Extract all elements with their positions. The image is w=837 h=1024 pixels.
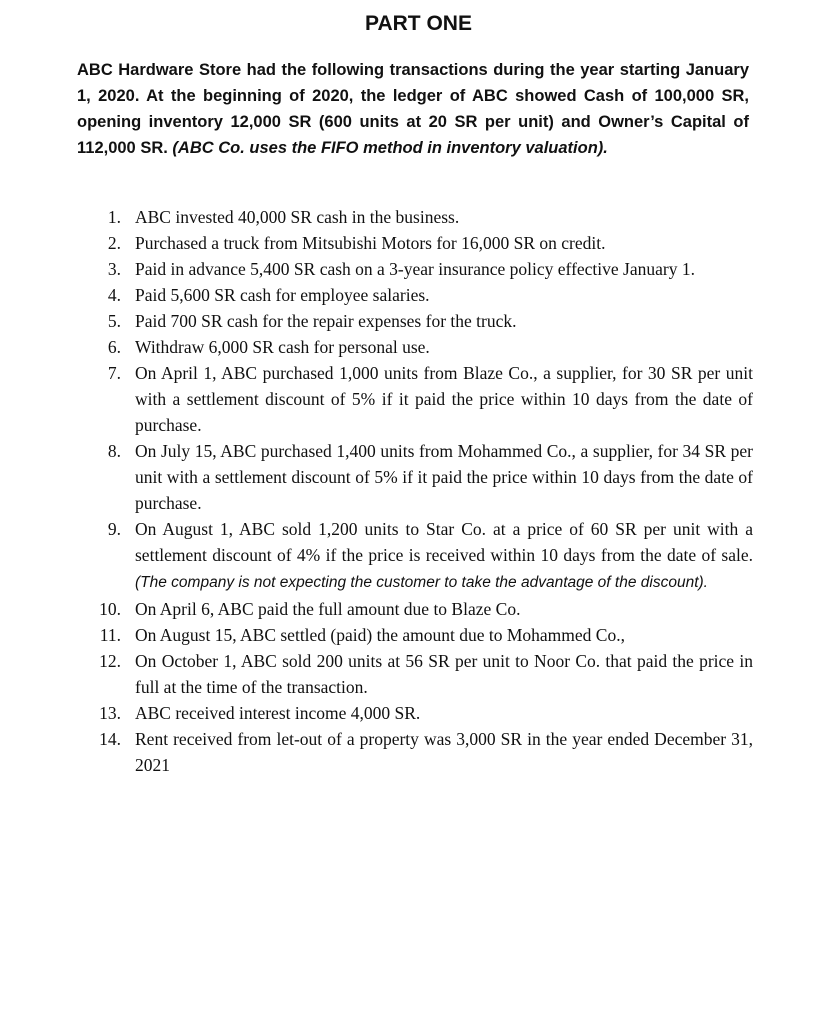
list-item bbox=[77, 256, 753, 282]
list-item bbox=[77, 648, 753, 700]
intro-italic-note: (ABC Co. uses the FIFO method in inventory valuation). bbox=[172, 139, 608, 157]
list-item bbox=[77, 700, 753, 726]
page-title: PART ONE bbox=[365, 12, 472, 35]
list-item bbox=[77, 596, 753, 622]
item-text: On August 1, ABC sold 1,200 units to Star Co. at a price of 60 SR per unit with a settlement discount of 4% if the price is received within 10 days from the date of sale. bbox=[135, 519, 753, 565]
item-text: Purchased a truck from Mitsubishi Motors for 16,000 SR on credit. bbox=[135, 233, 606, 253]
item-text: On October 1, ABC sold 200 units at 56 SR per unit to Noor Co. that paid the price in full at the time of the transaction. bbox=[135, 651, 753, 697]
list-item bbox=[77, 334, 753, 360]
list-item bbox=[77, 282, 753, 308]
item-number: 10. bbox=[99, 599, 121, 619]
list-item bbox=[77, 360, 753, 438]
item-text: Rent received from let-out of a property was 3,000 SR in the year ended December 31, 2021 bbox=[135, 729, 753, 775]
item-text: On July 15, ABC purchased 1,400 units from Mohammed Co., a supplier, for 34 SR per unit with a settlement discount of 5% if it paid the price within 10 days from the date of purchase. bbox=[135, 441, 753, 513]
list-item bbox=[77, 438, 753, 516]
item-note: (The company is not expecting the customer to take the advantage of the discount). bbox=[135, 574, 708, 591]
item-text: Withdraw 6,000 SR cash for personal use. bbox=[135, 337, 430, 357]
item-number: 13. bbox=[99, 703, 121, 723]
item-text: On August 15, ABC settled (paid) the amount due to Mohammed Co., bbox=[135, 625, 625, 645]
item-text: Paid 700 SR cash for the repair expenses for the truck. bbox=[135, 311, 517, 331]
item-text: ABC invested 40,000 SR cash in the business. bbox=[135, 207, 460, 227]
list-item bbox=[77, 726, 753, 778]
item-number: 4. bbox=[107, 285, 121, 305]
item-number: 3. bbox=[107, 259, 121, 279]
item-text: Paid 5,600 SR cash for employee salaries. bbox=[135, 285, 430, 305]
item-number: 9. bbox=[107, 519, 121, 539]
transaction-list bbox=[77, 204, 753, 778]
list-item bbox=[77, 516, 753, 596]
list-item bbox=[77, 204, 753, 230]
item-number: 7. bbox=[107, 363, 121, 383]
item-text: On April 6, ABC paid the full amount due to Blaze Co. bbox=[135, 599, 521, 619]
item-text: Paid in advance 5,400 SR cash on a 3-year insurance policy effective January 1. bbox=[135, 259, 695, 279]
item-number: 11. bbox=[99, 625, 121, 645]
item-number: 14. bbox=[99, 729, 121, 749]
item-number: 8. bbox=[107, 441, 121, 461]
intro-text: ABC Hardware Store had the following transactions during the year starting January 1, 2020. At the beginning of 2020, the ledger of ABC showed Cash of 100,000 SR, opening inventory 12,000 SR (600 units at 20 SR per unit) and Owner’s Capital of 112,000 SR. bbox=[77, 61, 749, 157]
item-number: 2. bbox=[107, 233, 121, 253]
item-number: 1. bbox=[107, 207, 121, 227]
item-number: 12. bbox=[99, 651, 121, 671]
item-number: 6. bbox=[107, 337, 121, 357]
list-item bbox=[77, 622, 753, 648]
item-text: ABC received interest income 4,000 SR. bbox=[135, 703, 421, 723]
list-item bbox=[77, 308, 753, 334]
list-item bbox=[77, 230, 753, 256]
item-number: 5. bbox=[107, 311, 121, 331]
item-text: On April 1, ABC purchased 1,000 units from Blaze Co., a supplier, for 30 SR per unit with a settlement discount of 5% if it paid the price within 10 days from the date of purchase. bbox=[135, 363, 753, 435]
intro-paragraph bbox=[77, 57, 749, 161]
